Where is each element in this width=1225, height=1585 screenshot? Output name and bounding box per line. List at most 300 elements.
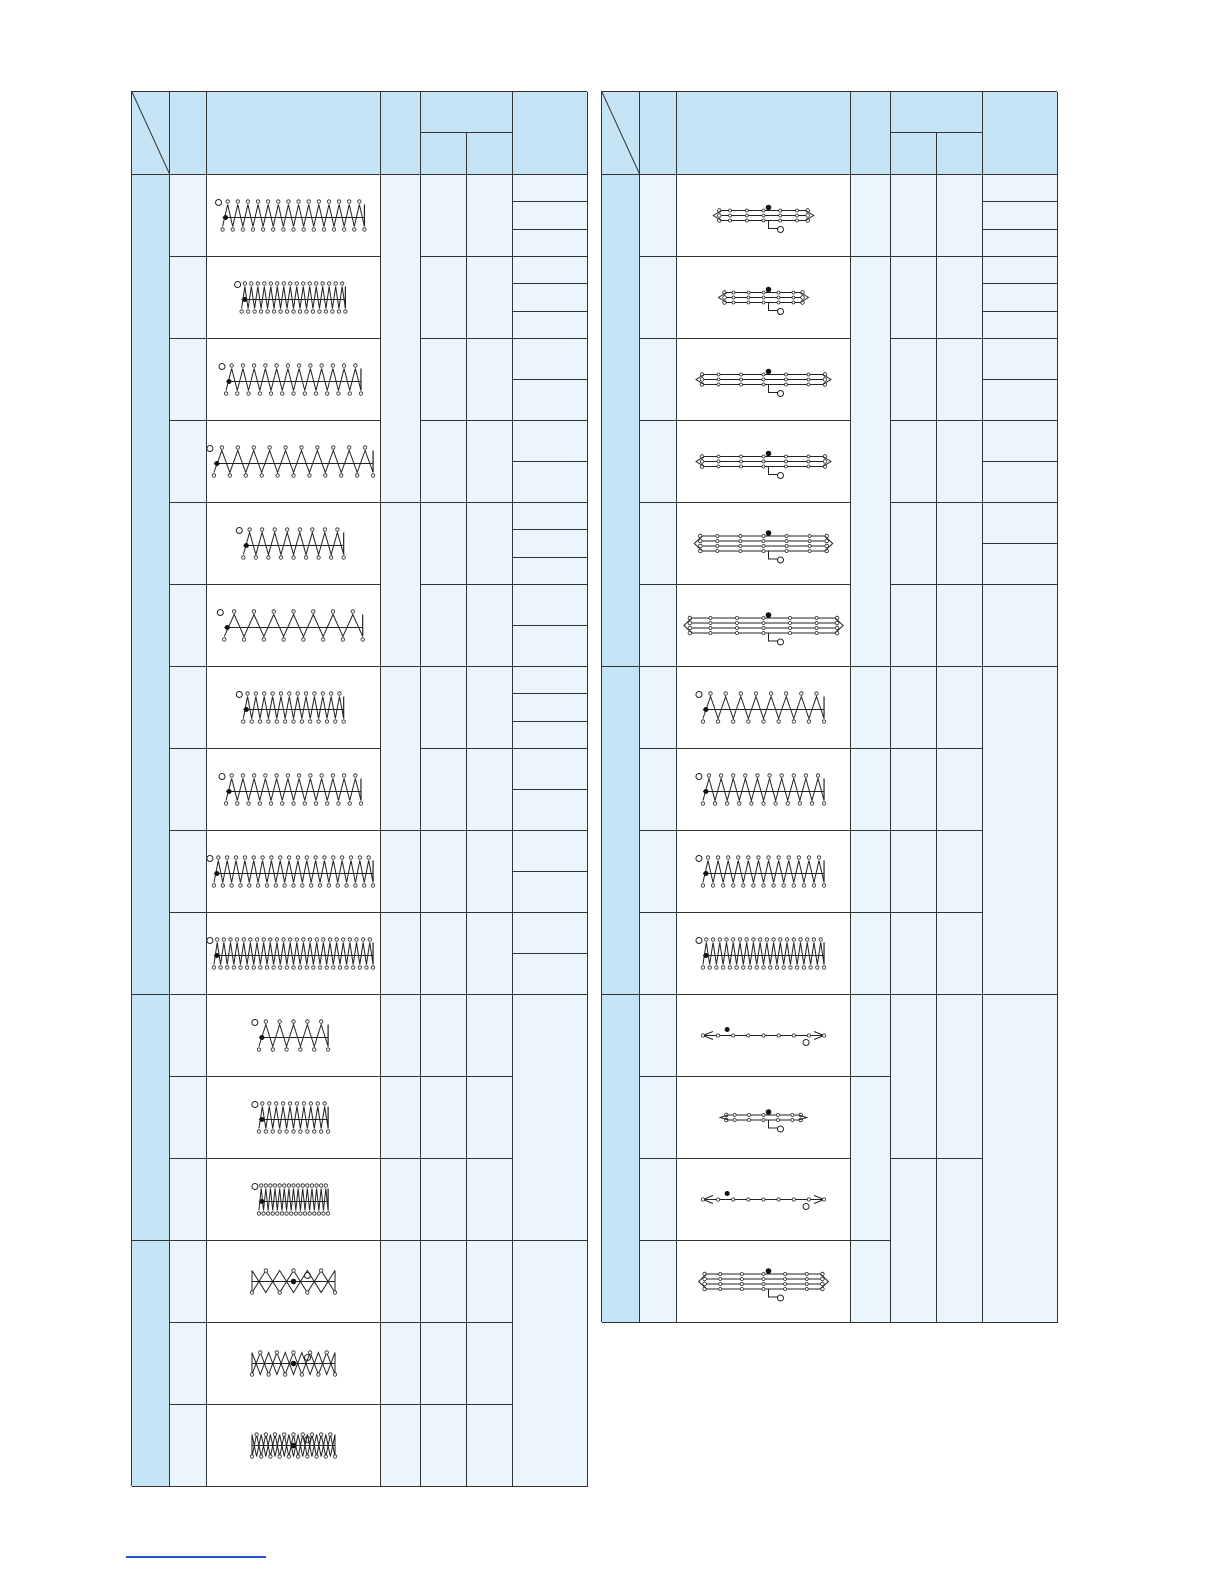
group-cell-1 xyxy=(602,175,640,667)
start-mark-icon xyxy=(696,774,702,780)
needle-point xyxy=(815,617,818,620)
zigzag-stitch-icon xyxy=(207,913,380,994)
needle-point xyxy=(792,301,795,304)
needle-point xyxy=(762,373,765,376)
value-cell-col-4b xyxy=(937,339,983,421)
needle-point xyxy=(288,692,291,695)
zigzag-stitch-icon xyxy=(207,585,380,666)
needle-point xyxy=(313,692,316,695)
needle-point xyxy=(244,474,247,477)
needle-point xyxy=(306,1291,309,1294)
stitch-pattern-cell xyxy=(677,995,851,1077)
needle-point xyxy=(785,550,788,553)
needle-point xyxy=(744,774,747,777)
needle-point xyxy=(329,692,332,695)
start-mark-icon xyxy=(236,528,242,534)
needle-point xyxy=(353,228,356,231)
needle-point xyxy=(296,856,299,859)
needle-point xyxy=(739,545,742,548)
needle-point xyxy=(792,1034,795,1037)
row-number-cell xyxy=(170,1077,207,1159)
value-cell-col-3 xyxy=(381,1159,421,1241)
needle-point xyxy=(257,1130,260,1133)
needle-point xyxy=(282,638,285,641)
needle-point xyxy=(341,638,344,641)
needle-point xyxy=(275,1351,278,1354)
row-number-cell xyxy=(640,831,677,913)
start-mark-icon xyxy=(219,774,225,780)
zigzag-stitch-icon xyxy=(677,749,850,830)
stitch-pattern-cell xyxy=(207,831,381,913)
needle-point xyxy=(303,392,306,395)
needle-point xyxy=(740,455,743,458)
needle-point xyxy=(342,774,345,777)
needle-point xyxy=(305,966,308,969)
start-dot xyxy=(227,789,232,794)
needle-point xyxy=(292,474,295,477)
stitch-pattern-cell xyxy=(677,503,851,585)
needle-point xyxy=(326,1130,329,1133)
header-corner xyxy=(602,92,640,175)
needle-point xyxy=(363,446,366,449)
needle-point xyxy=(296,1184,299,1187)
needle-point xyxy=(740,373,743,376)
needle-point xyxy=(316,446,319,449)
needle-point xyxy=(822,720,825,723)
row-number-cell xyxy=(640,503,677,585)
start-mark-icon xyxy=(207,938,213,944)
stitch-pattern-cell xyxy=(207,749,381,831)
needle-point xyxy=(309,1102,312,1105)
needle-point xyxy=(754,692,757,695)
needle-point xyxy=(752,884,755,887)
needle-point xyxy=(275,774,278,777)
needle-point xyxy=(782,884,785,887)
value-cell-col-3 xyxy=(851,831,891,913)
needle-point xyxy=(792,938,795,941)
needle-point xyxy=(266,1212,269,1215)
needle-point xyxy=(724,692,727,695)
needle-point xyxy=(802,884,805,887)
needle-point xyxy=(241,774,244,777)
needle-point xyxy=(325,720,328,723)
needle-point xyxy=(762,378,765,381)
needle-point xyxy=(279,856,282,859)
needle-point xyxy=(315,1184,318,1187)
zigzag-line xyxy=(243,697,343,719)
needle-point xyxy=(230,364,233,367)
needle-point xyxy=(797,856,800,859)
needle-point xyxy=(701,720,704,723)
zigzag-line xyxy=(259,1189,328,1211)
needle-point xyxy=(318,310,321,313)
thread-tail xyxy=(769,221,778,229)
needle-point xyxy=(792,1198,795,1201)
needle-point xyxy=(278,1184,281,1187)
needle-point xyxy=(762,219,765,222)
needle-point xyxy=(737,856,740,859)
stitch-pattern-cell xyxy=(207,585,381,667)
needle-point xyxy=(308,282,311,285)
needle-point xyxy=(718,214,722,218)
needle-point xyxy=(740,383,743,386)
needle-point xyxy=(292,1020,295,1023)
start-dot xyxy=(227,379,232,384)
needle-point xyxy=(358,856,361,859)
needle-point xyxy=(717,460,720,463)
needle-point xyxy=(708,966,711,969)
stitch-pattern-cell xyxy=(207,1405,381,1487)
needle-point xyxy=(271,1048,274,1051)
needle-point xyxy=(359,392,362,395)
needle-point xyxy=(324,474,327,477)
stitch-pattern-cell xyxy=(677,913,851,995)
needle-point xyxy=(762,460,765,463)
start-dot xyxy=(291,1279,297,1285)
needle-point xyxy=(295,282,298,285)
needle-point xyxy=(271,692,274,695)
needle-point xyxy=(254,556,257,559)
needle-point xyxy=(285,966,288,969)
bartack-end xyxy=(684,618,692,633)
needle-point xyxy=(269,392,272,395)
needle-point xyxy=(716,540,719,543)
needle-point xyxy=(281,1102,284,1105)
needle-point xyxy=(822,884,825,887)
needle-point xyxy=(314,856,317,859)
needle-point xyxy=(292,966,295,969)
value-cell-col-5 xyxy=(513,585,588,626)
needle-point xyxy=(725,938,728,941)
group-cell-3 xyxy=(132,1241,170,1487)
needle-point xyxy=(719,1288,722,1291)
needle-point xyxy=(348,446,351,449)
value-cell-col-4a xyxy=(891,749,937,831)
needle-point xyxy=(303,1212,306,1215)
needle-point xyxy=(819,938,822,941)
start-mark-icon xyxy=(305,1273,311,1279)
needle-point xyxy=(292,720,295,723)
needle-point xyxy=(775,966,778,969)
needle-point xyxy=(762,884,765,887)
header-col-4b xyxy=(467,133,513,175)
needle-point xyxy=(816,966,819,969)
needle-point xyxy=(709,617,712,620)
header-col-pattern xyxy=(677,92,851,175)
needle-point xyxy=(319,1433,322,1436)
needle-point xyxy=(302,638,305,641)
row-number-cell xyxy=(640,1241,677,1323)
needle-point xyxy=(358,200,361,203)
needle-point xyxy=(241,228,244,231)
needle-point xyxy=(302,938,305,941)
needle-point xyxy=(284,446,287,449)
value-cell-col-5 xyxy=(513,667,588,694)
header-col-4b xyxy=(937,133,983,175)
needle-point xyxy=(726,856,729,859)
stitch-pattern-cell xyxy=(207,1159,381,1241)
needle-point xyxy=(334,720,337,723)
needle-point xyxy=(716,1198,719,1201)
needle-point xyxy=(268,446,271,449)
value-cell-col-3 xyxy=(381,1323,421,1405)
needle-point xyxy=(777,291,780,294)
start-dot xyxy=(725,1191,730,1196)
needle-point xyxy=(762,627,765,630)
needle-point xyxy=(260,528,263,531)
needle-point xyxy=(252,364,255,367)
needle-point xyxy=(802,966,805,969)
value-cell-col-3 xyxy=(381,667,421,831)
value-cell-col-4a xyxy=(421,1077,467,1159)
row-number-cell xyxy=(170,1323,207,1405)
header-col-number xyxy=(170,92,207,175)
needle-point xyxy=(340,474,343,477)
needle-point xyxy=(286,528,289,531)
needle-point xyxy=(762,1198,765,1201)
needle-point xyxy=(276,474,279,477)
needle-point xyxy=(282,938,285,941)
needle-point xyxy=(242,938,245,941)
value-cell-col-4a xyxy=(891,913,937,995)
needle-point xyxy=(769,692,772,695)
needle-point xyxy=(262,938,265,941)
needle-point xyxy=(716,1034,719,1037)
start-mark-icon xyxy=(235,282,241,288)
needle-point xyxy=(812,884,815,887)
value-cell-col-4b xyxy=(467,339,513,421)
needle-point xyxy=(700,460,704,464)
needle-point xyxy=(287,200,290,203)
needle-point xyxy=(779,219,782,222)
needle-point xyxy=(317,1373,320,1376)
value-cell-col-3 xyxy=(381,1241,421,1323)
needle-point xyxy=(800,692,803,695)
needle-point xyxy=(354,884,357,887)
header-diagonal xyxy=(132,92,170,175)
needle-point xyxy=(740,1283,743,1286)
needle-point xyxy=(252,446,255,449)
needle-point xyxy=(312,966,315,969)
row-number-cell xyxy=(170,175,207,257)
needle-point xyxy=(750,802,753,805)
cross-stitch-icon xyxy=(207,1241,380,1322)
needle-point xyxy=(732,720,735,723)
start-dot xyxy=(214,461,219,466)
value-cell-col-4b xyxy=(467,1323,513,1405)
needle-point xyxy=(762,617,765,620)
needle-point xyxy=(745,209,748,212)
value-cell-col-4a xyxy=(421,749,467,831)
needle-point xyxy=(739,540,742,543)
needle-point xyxy=(242,638,245,641)
value-cell-col-4b xyxy=(467,749,513,831)
needle-point xyxy=(298,310,301,313)
needle-point xyxy=(784,383,787,386)
needle-point xyxy=(232,610,235,613)
needle-point xyxy=(301,1184,304,1187)
needle-point xyxy=(762,802,765,805)
value-cell-col-5 xyxy=(513,1241,588,1487)
needle-point xyxy=(318,884,321,887)
needle-point xyxy=(292,1351,295,1354)
needle-point xyxy=(231,228,234,231)
needle-point xyxy=(226,200,229,203)
value-cell-col-4b xyxy=(467,175,513,257)
needle-point xyxy=(241,364,244,367)
needle-point xyxy=(283,720,286,723)
needle-point xyxy=(719,1278,722,1281)
needle-point xyxy=(717,455,720,458)
needle-point xyxy=(269,1455,272,1458)
value-cell-col-5 xyxy=(983,339,1058,380)
value-cell-col-5 xyxy=(513,175,588,202)
header-col-5 xyxy=(513,92,588,175)
needle-point xyxy=(748,966,751,969)
value-cell-col-3 xyxy=(851,1077,891,1241)
needle-point xyxy=(348,200,351,203)
needle-point xyxy=(784,1278,787,1281)
value-cell-col-3 xyxy=(851,667,891,749)
start-mark-icon xyxy=(778,557,784,563)
needle-point xyxy=(283,884,286,887)
needle-point xyxy=(252,610,255,613)
needle-point xyxy=(264,1433,267,1436)
value-cell-col-4a xyxy=(891,503,937,585)
group-cell-3 xyxy=(602,995,640,1323)
needle-point xyxy=(747,291,750,294)
needle-point xyxy=(705,938,708,941)
needle-point xyxy=(326,1212,329,1215)
value-cell-col-4a xyxy=(421,1405,467,1487)
needle-point xyxy=(762,296,765,299)
needle-point xyxy=(342,228,345,231)
needle-point xyxy=(268,1102,271,1105)
needle-point xyxy=(804,774,807,777)
bartack-end xyxy=(699,1274,707,1289)
needle-point xyxy=(789,622,792,625)
header-col-pattern xyxy=(207,92,381,175)
needle-point xyxy=(326,392,329,395)
value-cell-col-4b xyxy=(467,995,513,1077)
stitch-pattern-cell xyxy=(677,339,851,421)
bartack-stitch-icon xyxy=(677,257,850,338)
needle-point xyxy=(795,219,798,222)
needle-point xyxy=(762,545,765,548)
needle-point xyxy=(777,720,780,723)
row-number-cell xyxy=(640,585,677,667)
row-number-cell xyxy=(170,1405,207,1487)
needle-point xyxy=(777,296,780,299)
value-cell-col-5 xyxy=(983,312,1058,339)
needle-point xyxy=(289,1212,292,1215)
needle-point xyxy=(332,966,335,969)
needle-point xyxy=(321,692,324,695)
zigzag-stitch-icon xyxy=(207,831,380,912)
needle-point xyxy=(338,966,341,969)
stitch-pattern-cell xyxy=(677,831,851,913)
needle-point xyxy=(326,1048,329,1051)
needle-point xyxy=(765,938,768,941)
start-dot xyxy=(223,215,228,220)
needle-point xyxy=(358,966,361,969)
value-cell-col-4a xyxy=(421,831,467,913)
needle-point xyxy=(747,856,750,859)
stitch-pattern-cell xyxy=(207,339,381,421)
needle-point xyxy=(250,1291,253,1294)
needle-point xyxy=(320,364,323,367)
needle-point xyxy=(212,966,215,969)
needle-point xyxy=(807,856,810,859)
needle-point xyxy=(762,1119,765,1122)
value-cell-col-4a xyxy=(421,339,467,421)
needle-point xyxy=(779,209,782,212)
straight-bartack-icon xyxy=(677,995,850,1076)
needle-point xyxy=(792,296,795,299)
needle-point xyxy=(259,310,262,313)
needle-point xyxy=(371,884,374,887)
needle-point xyxy=(250,1455,253,1458)
row-number-cell xyxy=(640,175,677,257)
needle-point xyxy=(359,802,362,805)
needle-point xyxy=(810,802,813,805)
value-cell-col-4b xyxy=(937,421,983,503)
start-mark-icon xyxy=(778,1126,784,1132)
needle-point xyxy=(762,1278,765,1281)
needle-point xyxy=(283,1373,286,1376)
bartack-end xyxy=(694,536,702,551)
needle-point xyxy=(309,884,312,887)
value-cell-col-5 xyxy=(513,530,588,557)
needle-point xyxy=(240,310,243,313)
header-col-4-group xyxy=(421,92,513,133)
needle-point xyxy=(355,474,358,477)
needle-point xyxy=(269,802,272,805)
needle-point xyxy=(815,692,818,695)
needle-point xyxy=(261,856,264,859)
start-dot xyxy=(703,789,708,794)
value-cell-col-4a xyxy=(891,667,937,749)
needle-point xyxy=(791,1114,794,1117)
needle-point xyxy=(735,622,738,625)
needle-point xyxy=(363,228,366,231)
needle-point xyxy=(747,720,750,723)
needle-point xyxy=(715,966,718,969)
needle-point xyxy=(292,1433,295,1436)
row-number-cell xyxy=(170,585,207,667)
cross-stitch-icon xyxy=(207,1405,380,1486)
zigzag-stitch-icon xyxy=(207,421,380,502)
needle-point xyxy=(762,540,765,543)
needle-point xyxy=(275,1102,278,1105)
header-col-5 xyxy=(983,92,1058,175)
needle-point xyxy=(297,364,300,367)
start-mark-icon xyxy=(207,446,213,452)
value-cell-col-5 xyxy=(513,230,588,257)
needle-point xyxy=(302,228,305,231)
needle-point xyxy=(270,856,273,859)
needle-point xyxy=(342,556,345,559)
needle-point xyxy=(287,856,290,859)
header-corner xyxy=(132,92,170,175)
value-cell-col-4a xyxy=(891,995,937,1159)
needle-point xyxy=(784,465,787,468)
needle-point xyxy=(294,1212,297,1215)
thread-tail xyxy=(769,1289,778,1297)
needle-point xyxy=(300,1373,303,1376)
zigzag-stitch-icon xyxy=(207,257,380,338)
needle-point xyxy=(250,1373,253,1376)
